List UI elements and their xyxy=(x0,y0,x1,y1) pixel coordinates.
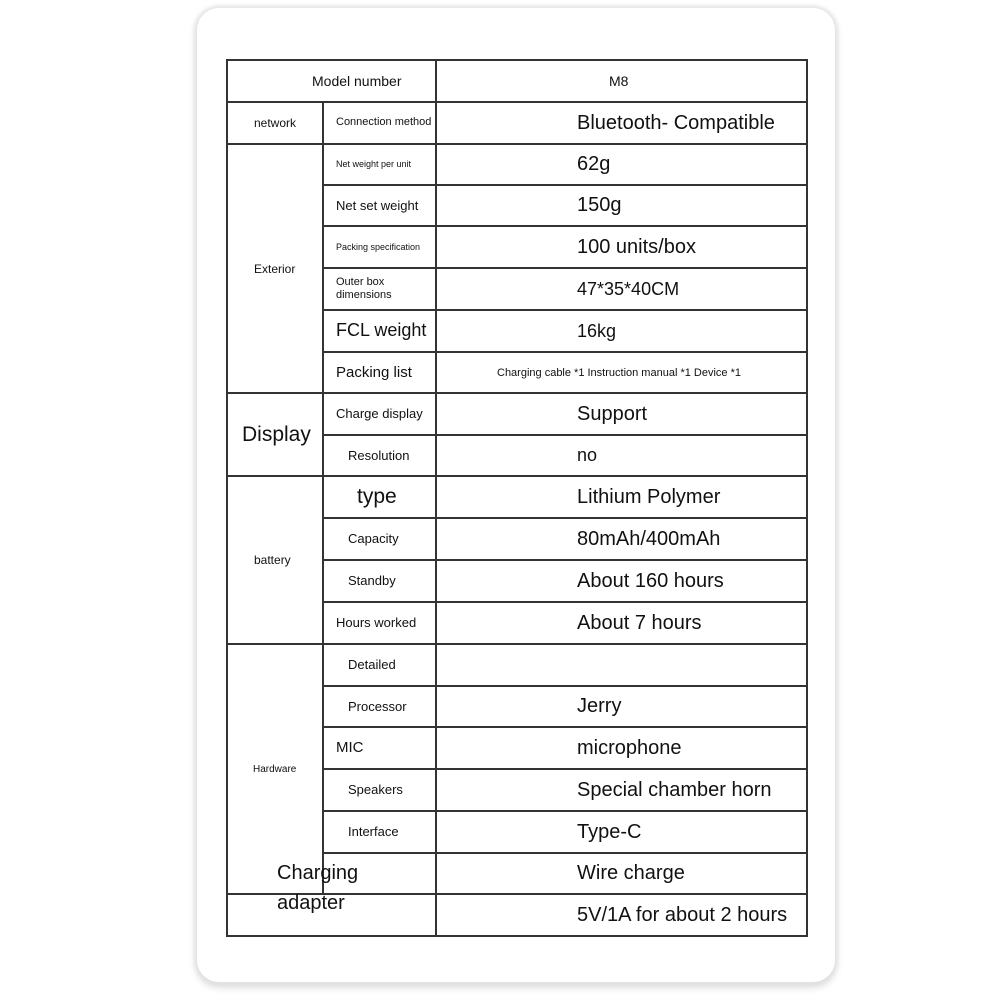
row-value: 47*35*40CM xyxy=(436,268,807,310)
row-label: Detailed xyxy=(323,644,436,686)
row-value xyxy=(436,644,807,686)
network-group-label: network xyxy=(227,102,323,144)
row-label: MIC xyxy=(323,727,436,769)
table-row xyxy=(227,644,807,686)
row-label: Connection method xyxy=(323,102,436,144)
row-label: FCL weight xyxy=(323,310,436,352)
row-label: Resolution xyxy=(323,435,436,476)
exterior-group-label: Exterior xyxy=(227,144,323,393)
row-value: Wire charge xyxy=(436,853,807,894)
row-value: Special chamber horn xyxy=(436,769,807,811)
row-label: Speakers xyxy=(323,769,436,811)
row-value: About 160 hours xyxy=(436,560,807,602)
row-label: Interface xyxy=(323,811,436,853)
row-value: 100 units/box xyxy=(436,226,807,268)
row-value: Support xyxy=(436,393,807,435)
charging-adapter-line2: adapter xyxy=(277,892,345,914)
row-label: Standby xyxy=(323,560,436,602)
row-label: Capacity xyxy=(323,518,436,560)
row-label: Net set weight xyxy=(323,185,436,226)
row-value: Type-C xyxy=(436,811,807,853)
row-value: 80mAh/400mAh xyxy=(436,518,807,560)
table-row xyxy=(227,393,807,435)
display-group-label: Display xyxy=(227,393,323,476)
row-value: Bluetooth- Compatible xyxy=(436,102,807,144)
row-value: 62g xyxy=(436,144,807,185)
row-label: Net weight per unit xyxy=(323,144,436,185)
row-label: type xyxy=(323,476,436,518)
table-row xyxy=(227,102,807,144)
row-label: Packing list xyxy=(323,352,436,393)
table-row xyxy=(227,60,807,102)
model-number-label: Model number xyxy=(227,60,436,102)
row-label: Hours worked xyxy=(323,602,436,644)
row-value: no xyxy=(436,435,807,476)
row-value: Lithium Polymer xyxy=(436,476,807,518)
battery-group-label: battery xyxy=(227,476,323,644)
charging-adapter-label xyxy=(277,858,358,918)
row-label: Charge display xyxy=(323,393,436,435)
table-row xyxy=(227,144,807,185)
row-label: Packing specification xyxy=(323,226,436,268)
row-label: Outer box dimensions xyxy=(323,268,436,310)
row-value: Jerry xyxy=(436,686,807,727)
row-value: 16kg xyxy=(436,310,807,352)
row-value: 150g xyxy=(436,185,807,226)
row-label: Processor xyxy=(323,686,436,727)
spec-table xyxy=(226,59,808,937)
hardware-group-label: Hardware xyxy=(227,644,323,894)
row-value: Charging cable *1 Instruction manual *1 Device *1 xyxy=(436,352,807,393)
row-value: About 7 hours xyxy=(436,602,807,644)
model-number-value: M8 xyxy=(436,60,807,102)
row-value: microphone xyxy=(436,727,807,769)
charging-adapter-line1: Charging xyxy=(277,862,359,884)
row-value: 5V/1A for about 2 hours xyxy=(436,894,807,936)
table-row xyxy=(227,476,807,518)
